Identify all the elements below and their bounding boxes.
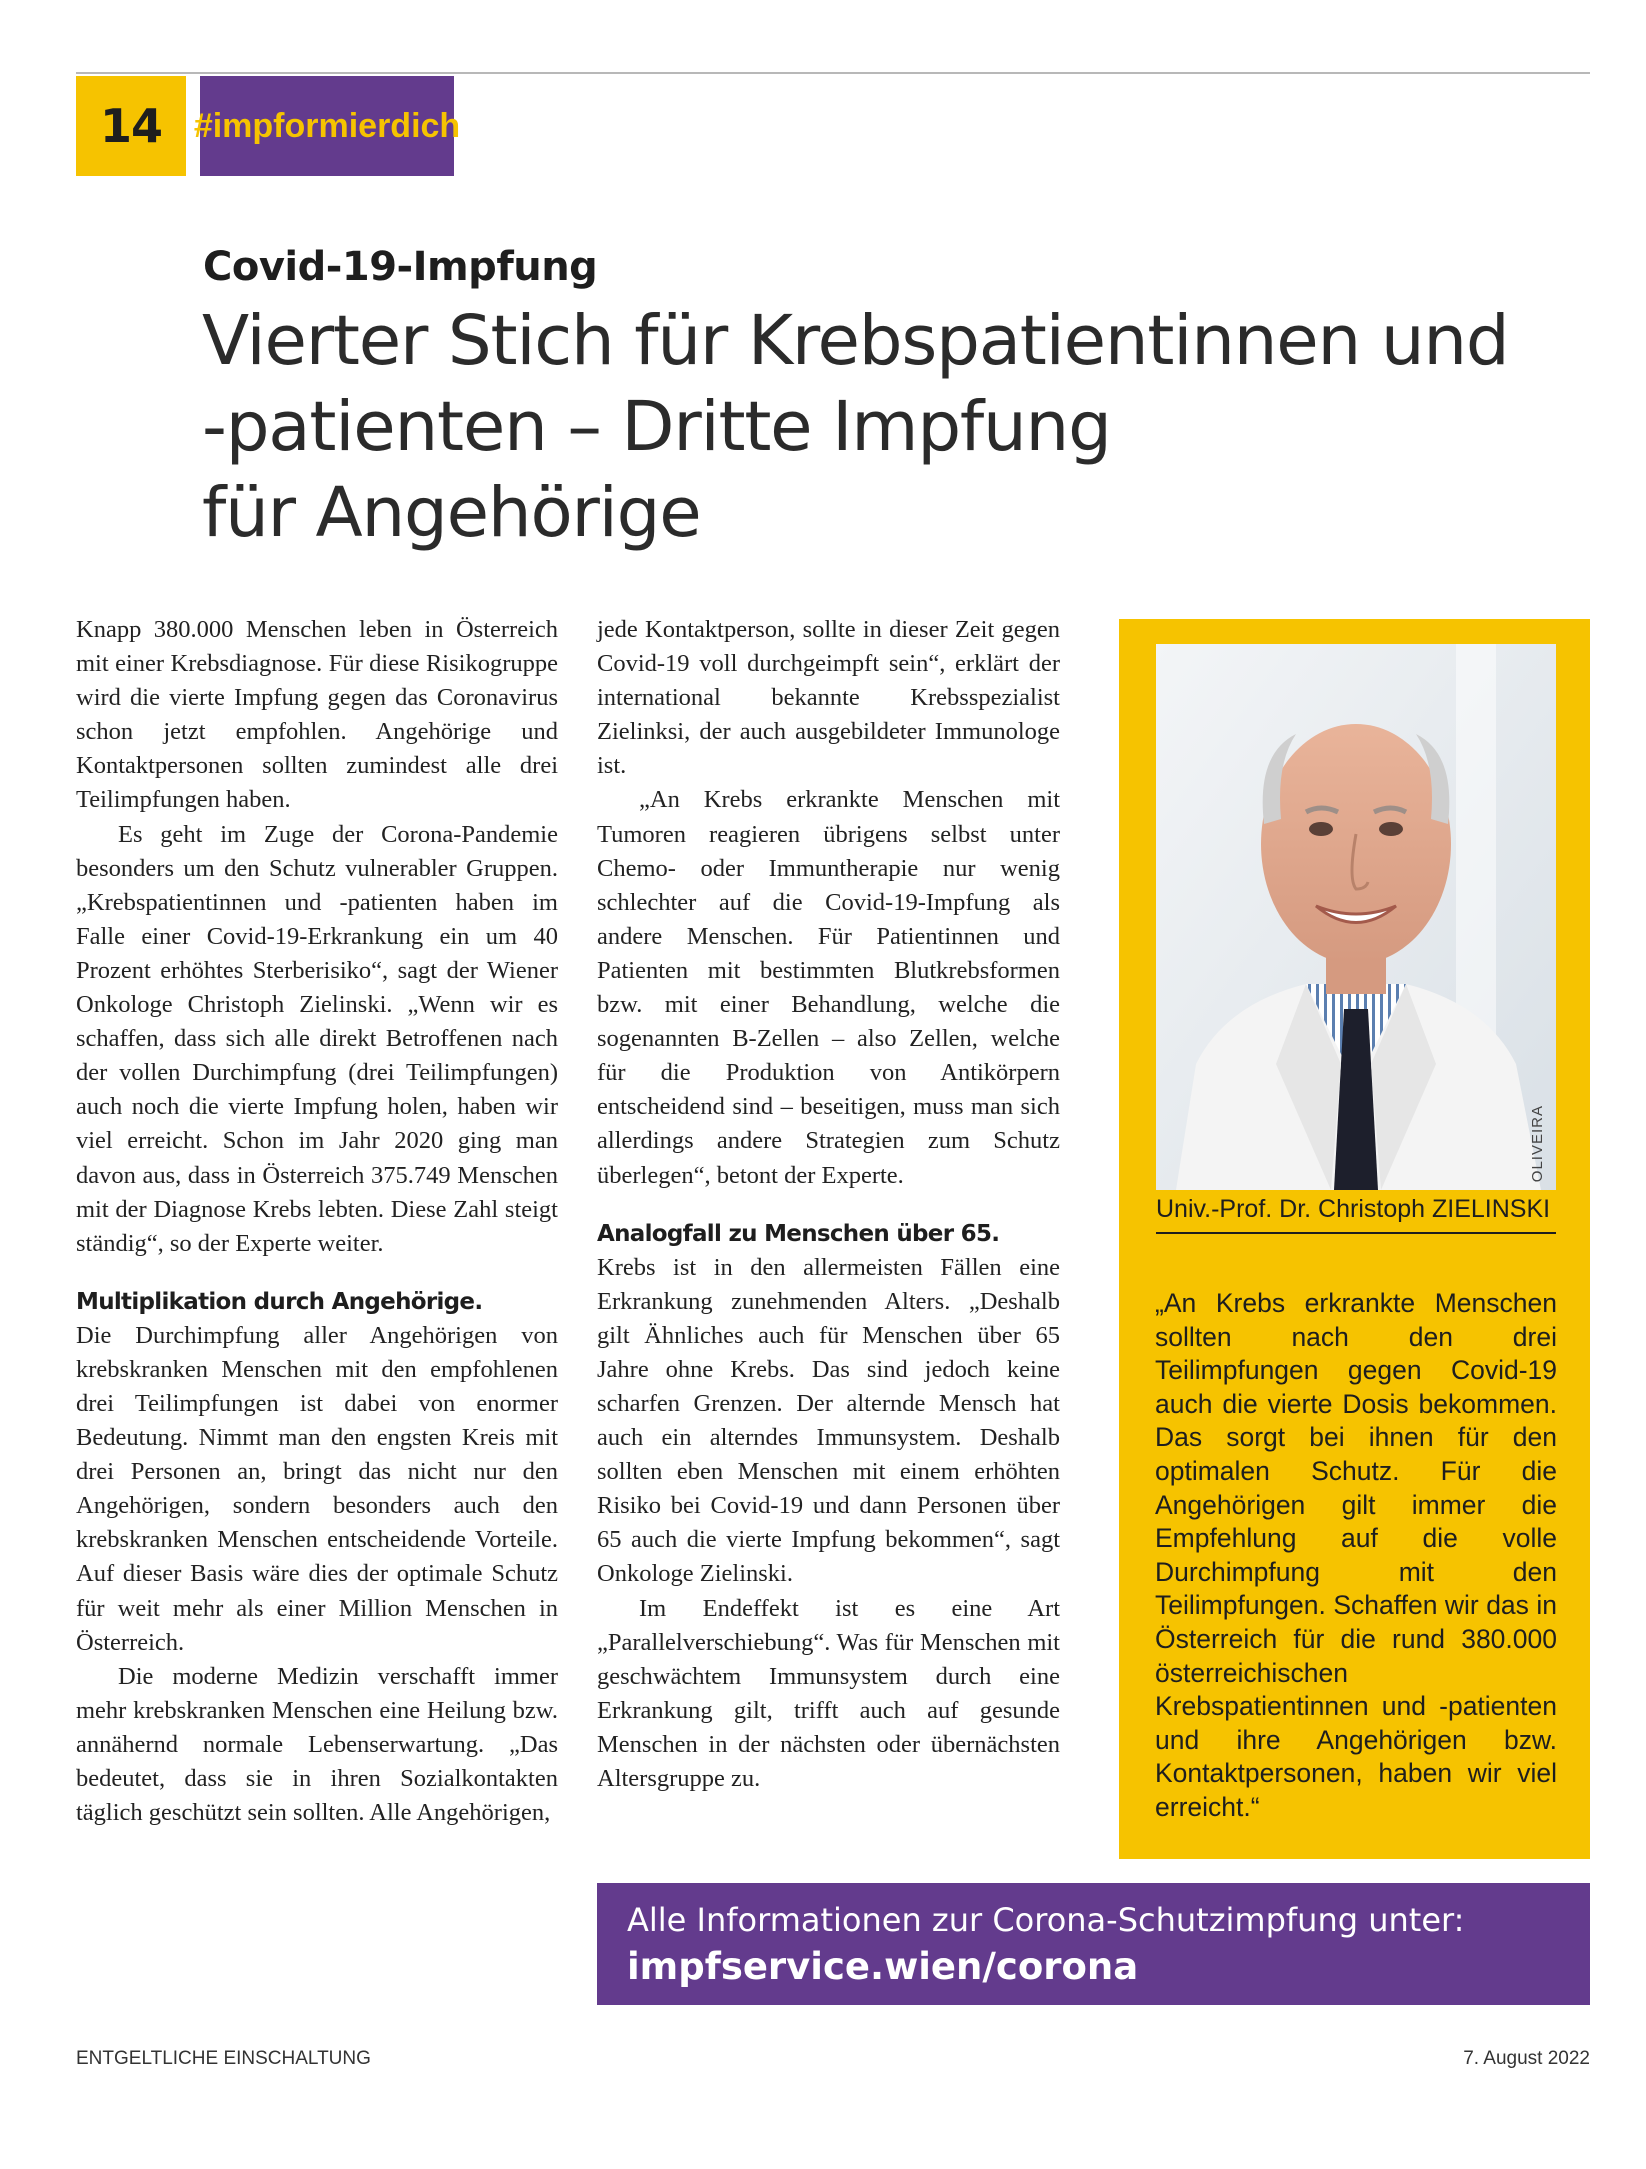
headline-line: Vierter Stich für Krebspatientinnen und	[202, 301, 1509, 381]
banner-text: Alle Informationen zur Corona-Schutzimpfung unter:	[627, 1901, 1465, 1939]
article-column-1	[76, 613, 558, 1830]
info-banner	[597, 1883, 1590, 2005]
paragraph: Krebs ist in den allermeisten Fällen eine Erkrankung zunehmenden Alters. „Deshalb gilt Ähnliches auch für Menschen über 65 Jahre ohne Krebs. Das sind jedoch keine scharfen Grenzen. Der alternde Mensch hat auch ein alterndes Immunsystem. Deshalb sollten eben Menschen mit einem erhöhten Risiko bei Covid-19 und dann Personen über 65 auch die vierte Impfung bekommen“, sagt Onkologe Zielinski.	[597, 1253, 1060, 1588]
paragraph: Die Durchimpfung aller Angehörigen von krebskranken Menschen mit den empfohlenen drei Teilimpfungen ist dabei von enormer Bedeutung. Nimmt man den engsten Kreis mit drei Personen an, bringt das nicht nur den Angehörigen, sondern besonders auch den krebskranken Menschen entscheidende Vorteile. Auf dieser Basis wäre dies der optimale Schutz für weit mehr als einer Million Menschen in Österreich.	[76, 1321, 558, 1656]
portrait-photo	[1156, 644, 1556, 1190]
photo-caption: Univ.-Prof. Dr. Christoph ZIELINSKI	[1156, 1195, 1556, 1234]
pull-quote: „An Krebs erkrankte Menschen sollten nach den drei Teilimpfungen gegen Covid-19 auch die vierte Dosis bekommen. Das sorgt bei ihnen für den optimalen Schutz. Für die Angehörigen gilt immer die Empfehlung auf die volle Durchimpfung mit den Teilimpfungen. Schaffen wir das in Österreich für die rund 380.000 österreichischen Krebspatientinnen und -patienten und ihre Angehörigen bzw. Kontaktpersonen, haben wir viel erreicht.“	[1155, 1288, 1557, 1822]
headline-line: -patienten – Dritte Impfung	[202, 387, 1111, 467]
page-number: 14	[76, 76, 186, 176]
hashtag-label: #impformierdich	[200, 76, 454, 176]
article-kicker: Covid-19-Impfung	[203, 244, 598, 290]
photo-credit: OLIVEIRA	[1529, 1104, 1546, 1182]
paragraph: jede Kontaktperson, sollte in dieser Zeit gegen Covid-19 voll durchgeimpft sein“, erklärt der international bekannte Krebsspezialist Zielinksi, der auch ausgebildeter Immunologe ist.	[597, 616, 1060, 780]
footer-label: ENTGELTLICHE EINSCHALTUNG	[76, 2048, 371, 2069]
article-column-2	[597, 613, 1060, 1796]
paragraph: „An Krebs erkrankte Menschen mit Tumoren reagieren übrigens selbst unter Chemo- oder Immuntherapie nur wenig schlechter auf die Covid-19-Impfung als andere Menschen. Für Patientinnen und Patienten mit bestimmten Blutkrebsformen bzw. mit einer Behandlung, welche die sogenannten B-Zellen – also Zellen, welche für die Produktion von Antikörpern entscheidend sind – beseitigen, muss man sich allerdings andere Strategien zum Schutz überlegen“, betont der Experte.	[597, 786, 1060, 1189]
footer-date: 7. August 2022	[1463, 2048, 1590, 2069]
paragraph: Es geht im Zuge der Corona-Pandemie besonders um den Schutz vulnerabler Gruppen. „Krebspatientinnen und -patienten haben im Falle einer Covid-19-Erkrankung ein um 40 Prozent erhöhtes Sterberisiko“, sagt der Wiener Onkologe Christoph Zielinski. „Wenn wir es schaffen, dass sich alle direkt Betroffenen nach der vollen Durchimpfung (drei Teilimpfungen) auch noch die vierte Impfung holen, haben wir viel erreicht. Schon im Jahr 2020 ging man davon aus, dass in Österreich 375.749 Menschen mit der Diagnose Krebs lebten. Diese Zahl steigt ständig“, so der Experte weiter.	[76, 820, 558, 1257]
headline-line: für Angehörige	[202, 473, 701, 553]
banner-link[interactable]: impfservice.wien/corona	[627, 1945, 1139, 1988]
subheading: Multiplikation durch Angehörige.	[76, 1288, 483, 1315]
paragraph: Die moderne Medizin verschafft immer mehr krebskranken Menschen eine Heilung bzw. annähernd normale Lebenserwartung. „Das bedeutet, dass sie in ihren Sozialkontakten täglich geschützt sein sollten. Alle Angehörigen,	[76, 1662, 558, 1827]
subheading: Analogfall zu Menschen über 65.	[597, 1220, 1000, 1247]
paragraph: Knapp 380.000 Menschen leben in Österreich mit einer Krebsdiagnose. Für diese Risikogruppe wird die vierte Impfung gegen das Coronavirus schon jetzt empfohlen. Angehörige und Kontaktpersonen sollten zumindest alle drei Teilimpfungen haben.	[76, 616, 558, 814]
portrait-illustration	[1156, 644, 1556, 1190]
top-rule	[76, 72, 1590, 74]
paragraph: Im Endeffekt ist es eine Art „Parallelverschiebung“. Was für Menschen mit geschwächtem Immunsystem durch eine Erkrankung gilt, trifft auch auf gesunde Menschen in der nächsten oder übernächsten Altersgruppe zu.	[597, 1594, 1060, 1792]
article-headline	[202, 298, 1602, 556]
quote-sidebar	[1119, 619, 1590, 1859]
